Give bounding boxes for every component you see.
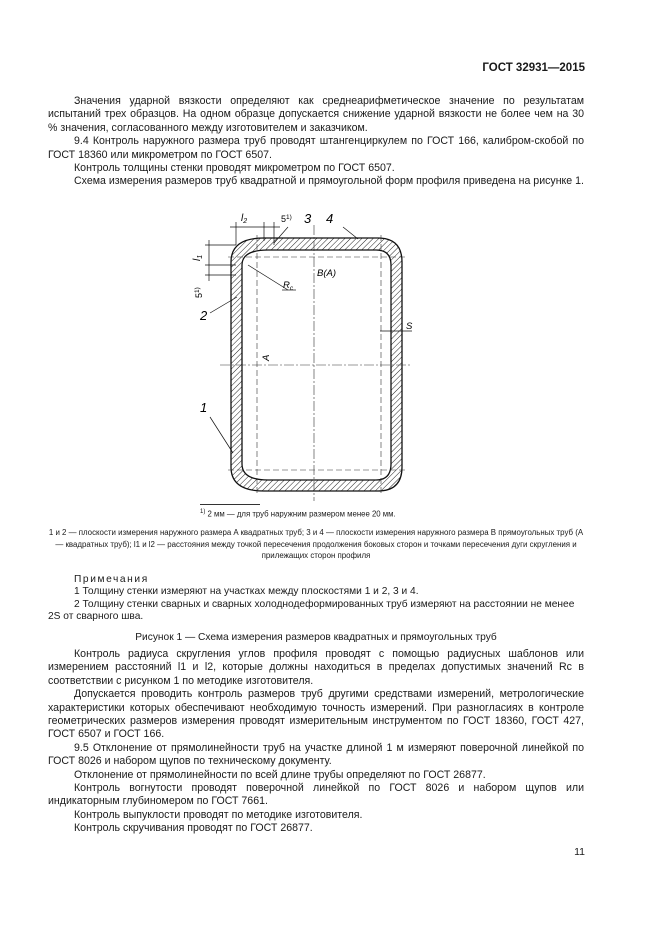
paragraph-twist: Контроль скручивания проводят по ГОСТ 26877. [74,822,313,835]
label-five-left: 5$^{1)}$ [194,287,204,298]
document-number: ГОСТ 32931—2015 [482,62,585,74]
label-l2: $l_2$ [241,213,248,225]
paragraph-wall-thickness: Контроль толщины стенки проводят микрометром по ГОСТ 6507. [74,162,395,175]
paragraph-concavity: Контроль вогнутости проводят поверочной линейкой по ГОСТ 8026 и набором щупов или индикаторным глубиномером по ГОСТ 7661. [48,782,584,808]
paragraph-radius: Контроль радиуса скругления углов профиля проводят с помощью радиусных шаблонов или измерением расстояний l1 и l2, которые должны находиться в пределах допустимых значений Rc в соответствии с рисунком 1 по методике изготовителя. [48,648,584,687]
note-1: 1 Толщину стенки измеряют на участках между плоскостями 1 и 2, 3 и 4. [74,586,419,597]
label-num-3: 3 [304,211,312,226]
label-num-2: 2 [200,308,208,323]
label-rc: $R_c$ [283,280,294,292]
paragraph-other-means: Допускается проводить контроль размеров труб другими средствами измерений, метрологические характеристики которых обеспечивают необходимую точность измерений. При разногласиях в контроле геометрических размеров измерения проводят измерительным инструментом по ГОСТ 18360, ГОСТ 427, ГОСТ 6507 и ГОСТ 166. [48,688,584,741]
page-number: 11 [574,846,585,858]
intro-text [48,95,584,189]
body-text [48,648,584,836]
label-num-4: 4 [326,211,334,226]
label-b-a: B(A) [317,268,336,279]
paragraph-convexity: Контроль выпуклости проводят по методике изготовителя. [74,808,363,821]
label-l1: $l_1$ [192,254,204,261]
label-a: A [261,354,272,361]
label-five-top: 5$^{1)}$ [281,214,292,224]
figure-legend: 1 и 2 — плоскости измерения наружного размера A квадратных труб; 3 и 4 — плоскости измерения наружного размера B прямоугольных труб (A — квадратных труб); l1 и l2 — расстояния между точкой пересечения продолжения боковых сторон и точками пересечения дуги скругления и прилежащих сторон профиля [48,528,584,561]
note-2: 2 Толщину стенки сварных и сварных холоднодеформированных труб измеряют на расстоянии не менее 2S от сварного шва. [48,598,575,623]
paragraph-9-5: 9.5 Отклонение от прямолинейности труб на участке длиной 1 м измеряют поверочной линейкой по ГОСТ 8026 и набором щупов по техническому документу. [48,741,584,768]
paragraph-scheme: Схема измерения размеров труб квадратной и прямоугольной форм профиля приведена на рисунке 1. [74,175,584,188]
figure-1-drawing [180,205,420,505]
paragraph-9-4: 9.4 Контроль наружного размера труб проводят штангенциркулем по ГОСТ 166, калибром-скобой по ГОСТ 18360 или микрометром по ГОСТ 6507. [48,135,584,161]
paragraph-full-length: Отклонение от прямолинейности по всей длине трубы определяют по ГОСТ 26877. [74,768,486,781]
figure-caption: Рисунок 1 — Схема измерения размеров квадратных и прямоугольных труб [135,632,497,643]
label-s: S [406,321,413,332]
label-num-1: 1 [200,400,208,415]
notes-block [48,586,584,624]
paragraph-impact: Значения ударной вязкости определяют как среднеарифметическое значение по результатам испытаний трех образцов. На одном образце допускается снижение ударной вязкости не более чем на 30 % значения, согласованного между изготовителем и заказчиком. [48,95,584,134]
footnote-divider [200,504,260,505]
figure-footnote: $^{1)}$ 2 мм — для труб наружним размером менее 20 мм. [200,509,396,519]
notes-heading: Примечания [74,574,149,585]
